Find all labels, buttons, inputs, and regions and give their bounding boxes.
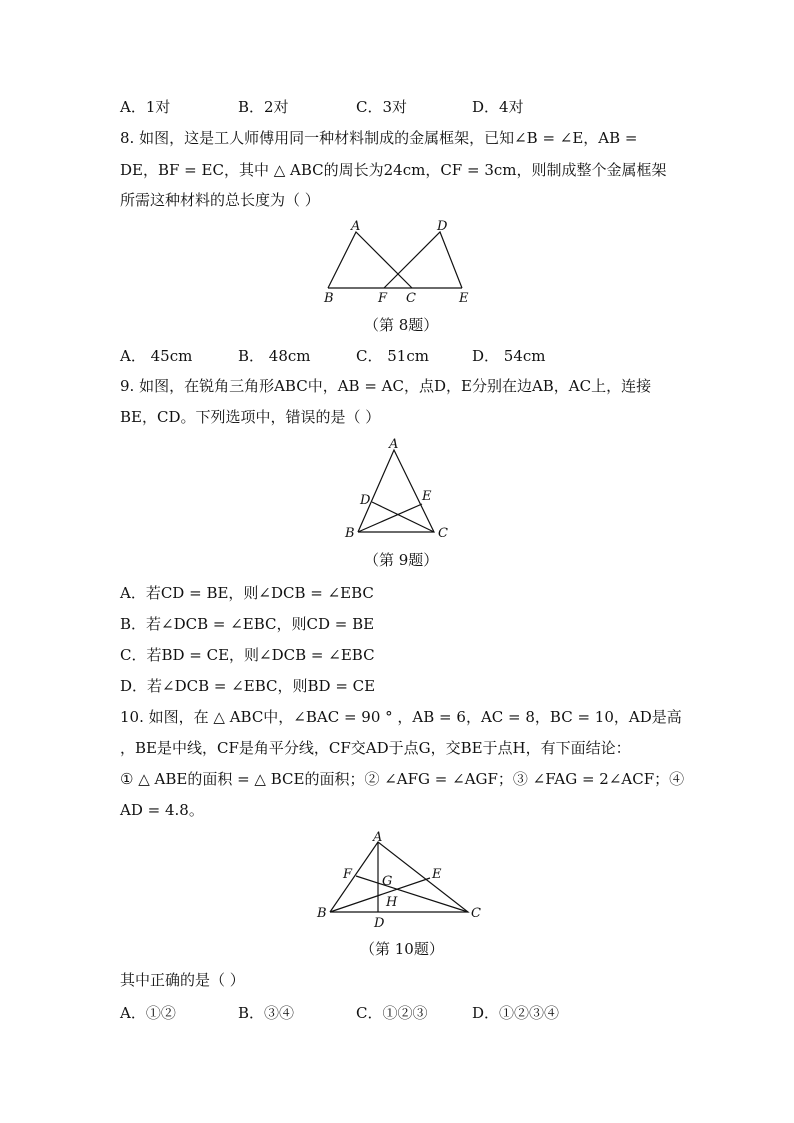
q9-option-b[interactable]: B．若∠DCB = ∠EBC，则CD = BE <box>120 615 375 633</box>
q10-figure <box>312 830 492 930</box>
q9-label-b: B <box>345 526 355 541</box>
q8-triangle-abc <box>328 232 412 288</box>
q9-figure <box>342 434 462 544</box>
q10-label-c: C <box>471 906 481 921</box>
q10-label-b: B <box>317 906 327 921</box>
q9-option-c[interactable]: C．若BD = CE，则∠DCB = ∠EBC <box>120 646 375 664</box>
q8-label-c: C <box>406 291 416 306</box>
q8-caption: （第 8题） <box>364 316 439 334</box>
q9-option-a[interactable]: A．若CD = BE，则∠DCB = ∠EBC <box>120 584 374 602</box>
q8-text-line1: 8. 如图，这是工人师傅用同一种材料制成的金属框架，已知∠B = ∠E，AB = <box>120 129 638 147</box>
q10-option-d[interactable]: D．①②③④ <box>472 1004 560 1022</box>
q9-text-line2: BE，CD。下列选项中，错误的是（ ） <box>120 408 381 426</box>
q10-label-a: A <box>373 830 383 845</box>
q10-caption: （第 10题） <box>360 940 444 958</box>
q10-label-g: G <box>382 874 393 889</box>
q8-option-a[interactable]: A． 45cm <box>120 347 193 365</box>
q7-option-d[interactable]: D．4对 <box>472 98 524 116</box>
q9-label-d: D <box>360 493 371 508</box>
q8-options <box>120 345 680 365</box>
q10-label-f: F <box>343 867 353 882</box>
q8-option-c[interactable]: C． 51cm <box>356 347 429 365</box>
q10-label-e: E <box>432 867 442 882</box>
q8-text-line2: DE，BF = EC，其中 △ ABC的周长为24cm，CF = 3cm，则制成整个金属框架 <box>120 161 667 179</box>
q8-label-a: A <box>351 219 361 234</box>
q8-text-line3: 所需这种材料的总长度为（ ） <box>120 191 320 209</box>
q8-label-d: D <box>437 219 448 234</box>
q9-segment-cd <box>372 502 434 532</box>
q9-segment-be <box>358 504 422 532</box>
q10-text-line4: AD = 4.8。 <box>120 801 204 819</box>
q9-option-d[interactable]: D．若∠DCB = ∠EBC，则BD = CE <box>120 677 376 695</box>
q8-label-f: F <box>378 291 388 306</box>
q10-options <box>120 1002 680 1022</box>
q8-option-d[interactable]: D． 54cm <box>472 347 546 365</box>
q10-label-d: D <box>374 916 385 930</box>
q8-triangle-def <box>384 232 462 288</box>
q10-option-a[interactable]: A．①② <box>120 1004 176 1022</box>
q7-option-c[interactable]: C．3对 <box>356 98 408 116</box>
q10-option-c[interactable]: C．①②③ <box>356 1004 428 1022</box>
q8-label-e: E <box>459 291 469 306</box>
q10-option-b[interactable]: B．③④ <box>238 1004 295 1022</box>
q8-figure <box>320 218 480 308</box>
q7-option-a[interactable]: A．1对 <box>120 98 171 116</box>
q10-question: 其中正确的是（ ） <box>120 971 245 989</box>
q10-label-h: H <box>386 895 398 910</box>
q7-option-b[interactable]: B．2对 <box>238 98 289 116</box>
q10-text-line2: ，BE是中线，CF是角平分线，CF交AD于点G，交BE于点H，有下面结论： <box>120 739 631 757</box>
q9-label-a: A <box>389 437 399 452</box>
q10-bisector-cf <box>356 876 468 912</box>
q8-label-b: B <box>324 291 334 306</box>
q7-options <box>120 96 680 116</box>
q10-text-line1: 10. 如图，在 △ ABC中，∠BAC = 90 ° ，AB = 6，AC = 8，BC = 10，AD是高 <box>120 708 682 726</box>
q9-caption: （第 9题） <box>364 551 439 569</box>
q9-label-c: C <box>438 526 448 541</box>
q10-text-line3: ① △ ABE的面积 = △ BCE的面积；② ∠AFG = ∠AGF；③ ∠FAG = 2∠ACF；④ <box>120 770 685 788</box>
q9-label-e: E <box>422 489 432 504</box>
q8-option-b[interactable]: B． 48cm <box>238 347 311 365</box>
q9-text-line1: 9. 如图，在锐角三角形ABC中，AB = AC，点D，E分别在边AB，AC上，连接 <box>120 377 652 395</box>
